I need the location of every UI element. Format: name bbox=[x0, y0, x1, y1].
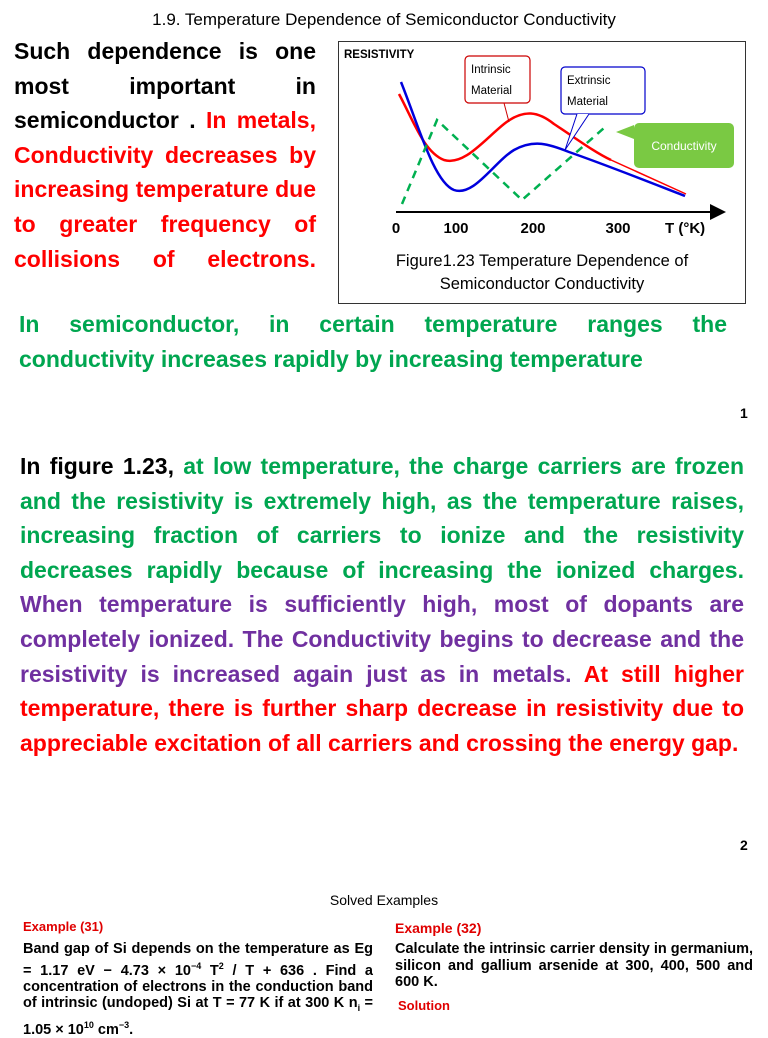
x-tick-100: 100 bbox=[443, 220, 469, 237]
x-tick-0: 0 bbox=[391, 220, 401, 237]
intro-black-text: Such dependence is one most important in semiconductor . bbox=[14, 38, 316, 134]
solved-examples-title: Solved Examples bbox=[329, 892, 439, 908]
page-title: 1.9. Temperature Dependence of Semiconductor Conductivity bbox=[152, 10, 616, 29]
example-32-text: Calculate the intrinsic carrier density in germanium, silicon and gallium arsenide at 300, 400, 500 and 600 K. bbox=[395, 941, 753, 990]
intro-paragraph bbox=[14, 34, 316, 276]
x-tick-200: 200 bbox=[520, 220, 546, 237]
ex31-part-c: / T + 636 . Find a concentration of electrons in the conduction band of intrinsic (undoped) Si at T = 77 K if at 300 K n bbox=[23, 962, 373, 1012]
page-number-1: 1 bbox=[740, 405, 748, 421]
body-green-text: at low temperature, the charge carriers are frozen and the resistivity is extremely high, as the temperature raises, increasing fraction of carriers to ionize and the resistivity decreases rapidly because of increasing the ionized charges. bbox=[20, 453, 745, 583]
x-tick-300: 300 bbox=[605, 220, 631, 237]
ex31-sup2: 2 bbox=[218, 960, 224, 971]
body-black-text: In figure 1.23, bbox=[20, 453, 174, 479]
figure-caption-line2: Semiconductor Conductivity bbox=[439, 275, 645, 293]
example-31-heading: Example (31) bbox=[23, 919, 104, 934]
ex31-part-b: T bbox=[201, 962, 219, 979]
ex31-part-a: Band gap of Si depends on the temperature as Eg = 1.17 eV − 4.73 × 10 bbox=[23, 941, 373, 979]
solution-label: Solution bbox=[398, 998, 450, 1013]
ex31-sup3: 10 bbox=[83, 1019, 94, 1030]
intrinsic-callout-line1: Intrinsic bbox=[471, 64, 511, 76]
figure-caption-line1: Figure1.23 Temperature Dependence of bbox=[395, 252, 689, 270]
ex31-sup1: −4 bbox=[190, 960, 202, 971]
semiconductor-line2: conductivity increases rapidly by increasing temperature bbox=[19, 345, 643, 372]
ex31-sub: i bbox=[357, 1003, 361, 1014]
intrinsic-callout-pointer bbox=[504, 103, 509, 122]
conductivity-callout-label: Conductivity bbox=[651, 139, 717, 153]
page-number-2: 2 bbox=[740, 837, 748, 853]
ex31-part-e: cm bbox=[93, 1021, 119, 1038]
ex31-part-f: . bbox=[129, 1021, 134, 1038]
intro-red-text: In metals, Conductivity decreases by increasing temperature due to greater frequency of collisions of electrons. bbox=[14, 107, 316, 272]
extrinsic-callout-line2: Material bbox=[567, 96, 608, 108]
body-red-text: At still higher temperature, there is further sharp decrease in resistivity due to appreciable excitation of all carriers and crossing the energy gap. bbox=[20, 660, 744, 756]
y-axis-label: RESISTIVITY bbox=[344, 49, 415, 61]
example-31-text bbox=[23, 941, 373, 1038]
semiconductor-paragraph bbox=[19, 307, 727, 376]
figure-caption bbox=[338, 250, 746, 296]
figure-explanation-paragraph bbox=[20, 449, 744, 760]
ex31-part-d: = 1.05 × 10 bbox=[23, 995, 373, 1038]
ex31-sup4: −3 bbox=[118, 1019, 130, 1030]
x-axis-label: T (°K) bbox=[665, 220, 706, 237]
conductivity-callout-pointer bbox=[616, 125, 634, 139]
example-32-heading: Example (32) bbox=[395, 920, 482, 936]
extrinsic-callout-line1: Extrinsic bbox=[567, 75, 611, 87]
semiconductor-line1: In semiconductor, in certain temperature ranges the bbox=[19, 311, 727, 337]
intrinsic-callout-line2: Material bbox=[471, 85, 512, 97]
body-purple-text: When temperature is sufficiently high, most of dopants are completely ionized. The Conductivity begins to decrease and the resistivity is increased again just as in metals. bbox=[20, 591, 744, 687]
